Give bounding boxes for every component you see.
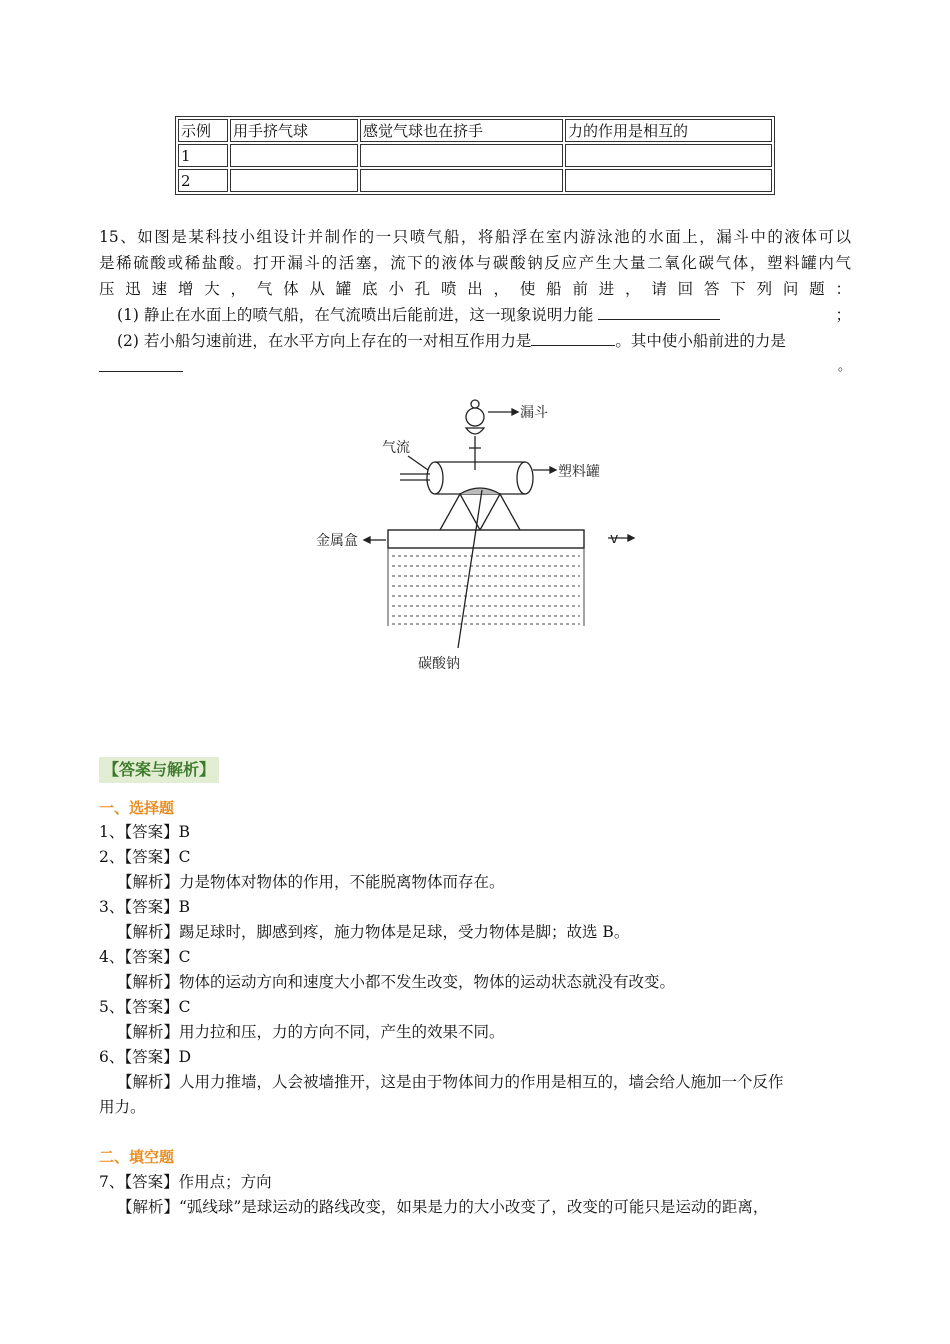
airflow-label: 气流 <box>382 440 410 456</box>
example-table <box>175 116 775 195</box>
answer-4: 4、【答案】C <box>99 948 191 966</box>
table-cell: 用手挤气球 <box>230 119 358 142</box>
funnel-label: 漏斗 <box>520 405 548 421</box>
question-15-sub-2-cont <box>99 354 851 380</box>
table-row <box>178 119 772 142</box>
question-15-sub-2 <box>117 328 851 354</box>
table-cell: 示例 <box>178 119 228 142</box>
explanation-5: 【解析】用力拉和压，力的方向不同，产生的效果不同。 <box>117 1023 505 1041</box>
velocity-label: v <box>610 531 619 547</box>
section-choice-title: 一、选择题 <box>99 799 175 817</box>
explanation-6: 【解析】人用力推墙，人会被墙推开，这是由于物体间力的作用是相互的，墙会给人施加一个反作 <box>117 1073 784 1091</box>
table-cell <box>230 144 358 167</box>
answer-3: 3、【答案】B <box>99 898 191 916</box>
sub-2-end: 。 <box>837 359 851 374</box>
answer-6: 6、【答案】D <box>99 1048 192 1066</box>
table-cell: 2 <box>178 169 228 192</box>
answer-1: 1、【答案】B <box>99 823 191 841</box>
table-cell: 感觉气球也在挤手 <box>360 119 563 142</box>
table-cell <box>565 144 772 167</box>
table-cell <box>360 169 563 192</box>
funnel-shape <box>466 400 518 470</box>
metal-box <box>388 530 584 548</box>
box-label: 金属盒 <box>316 533 358 549</box>
question-15-line-2: 是稀硫酸或稀盐酸。打开漏斗的活塞，流下的液体与碳酸钠反应产生大量二氧化碳气体，塑料罐内气 <box>99 254 851 272</box>
sub-1-text: (1) 静止在水面上的喷气船，在气流喷出后能前进，这一现象说明力能 <box>117 306 594 324</box>
question-15-sub-1 <box>117 302 851 328</box>
answer-5: 5、【答案】C <box>99 998 191 1016</box>
sub-1-end: ； <box>835 306 851 324</box>
plastic-can <box>427 462 556 494</box>
answer-7: 7、【答案】作用点；方向 <box>99 1173 272 1191</box>
answers-title: 【答案与解析】 <box>99 757 219 783</box>
question-15-line-1: 15、如图是某科技小组设计并制作的一只喷气船，将船浮在室内游泳池的水面上，漏斗中的液体可以 <box>99 228 851 246</box>
table-row <box>178 144 772 167</box>
table-cell <box>360 144 563 167</box>
sodium-label: 碳酸钠 <box>418 656 460 672</box>
answer-2: 2、【答案】C <box>99 848 191 866</box>
explanation-4: 【解析】物体的运动方向和速度大小都不发生改变，物体的运动状态就没有改变。 <box>117 973 676 991</box>
table-cell <box>230 169 358 192</box>
box-arrow <box>364 537 386 543</box>
answer-blank-3[interactable] <box>99 355 183 372</box>
jet-boat-diagram <box>300 390 619 690</box>
can-label: 塑料罐 <box>558 464 600 480</box>
table-cell <box>565 169 772 192</box>
explanation-7: 【解析】“弧线球”是球运动的路线改变，如果是力的大小改变了，改变的可能只是运动的距离， <box>117 1198 769 1216</box>
answer-blank-2[interactable] <box>531 329 615 346</box>
table-cell: 1 <box>178 144 228 167</box>
sub-2-text: (2) 若小船匀速前进，在水平方向上存在的一对相互作用力是 <box>117 332 532 350</box>
airflow-arrow <box>400 456 430 480</box>
table-cell: 力的作用是相互的 <box>565 119 772 142</box>
table-row <box>178 169 772 192</box>
water-area <box>388 548 584 626</box>
explanation-3: 【解析】踢足球时，脚感到疼，施力物体是足球，受力物体是脚；故选 B。 <box>117 923 630 941</box>
sub-2-mid: 。其中使小船前进的力是 <box>615 332 786 350</box>
explanation-6-cont: 用力。 <box>99 1098 146 1116</box>
answer-blank-1[interactable] <box>598 303 720 320</box>
section-fill-title: 二、填空题 <box>99 1148 175 1166</box>
question-15-line-3: 压迅速增大，气体从罐底小孔喷出，使船前进，请回答下列问题： <box>99 280 851 298</box>
explanation-2: 【解析】力是物体对物体的作用，不能脱离物体而存在。 <box>117 873 505 891</box>
